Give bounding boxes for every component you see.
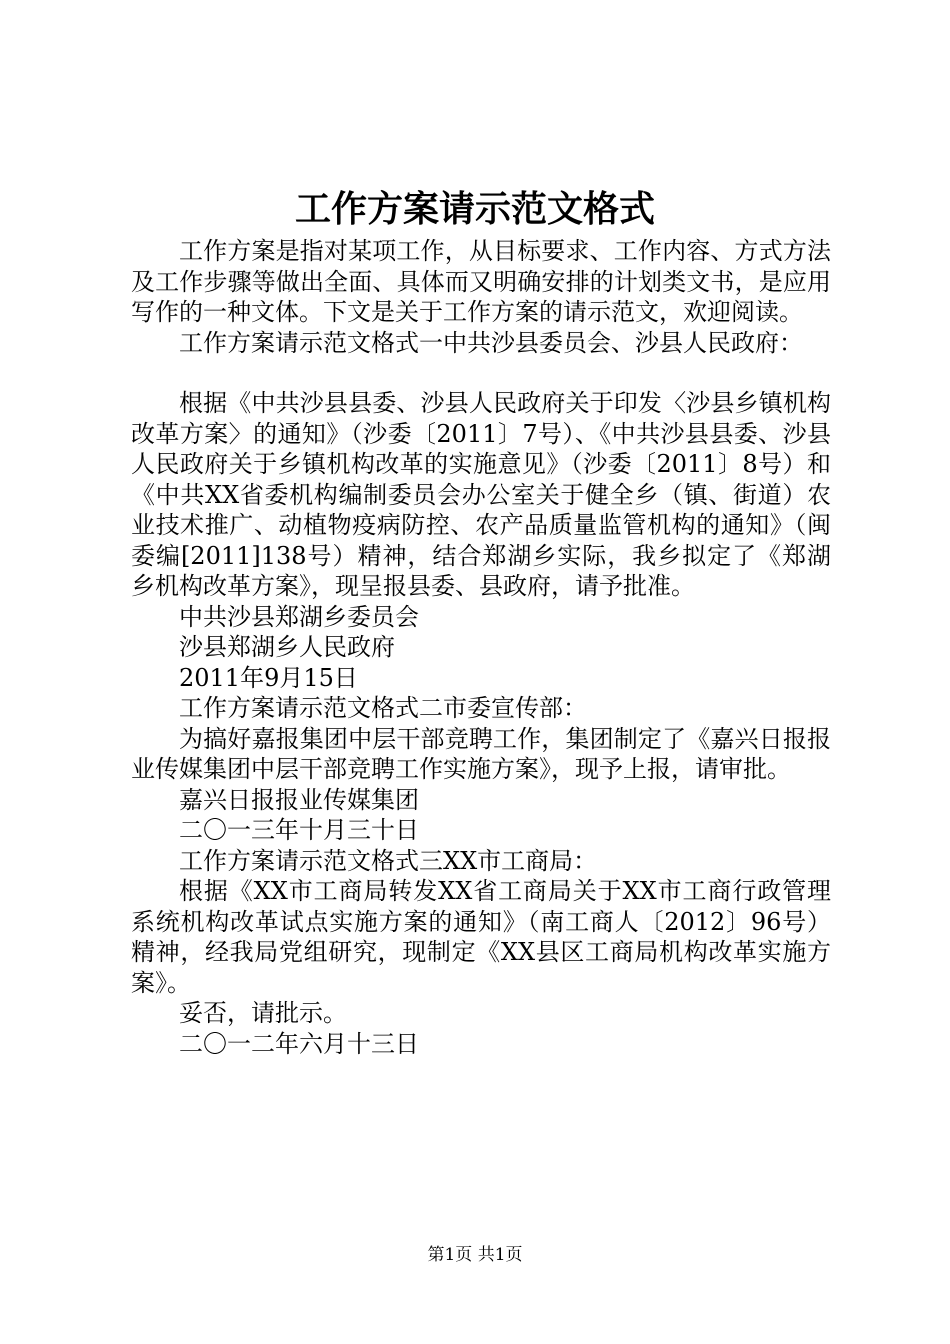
paragraph-sample-one-body: 根据《中共沙县县委、沙县人民政府关于印发〈沙县乡镇机构改革方案〉的通知》（沙委〔2011〕7号）、《中共沙县县委、沙县人民政府关于乡镇机构改革的实施意见》（沙委〔2011〕8号）和《中共XX省委机构编制委员会办公室关于健全乡（镇、街道）农业技术推广、动植物疫病防控、农产品质量监管机构的通知》（闽委编[2011]138号）精神，结合郑湖乡实际，我乡拟定了《郑湖乡机构改革方案》，现呈报县委、县政府，请予批准。 <box>131 389 831 600</box>
document-body <box>131 236 831 1059</box>
paragraph-date-one: 2011年9月15日 <box>179 663 358 692</box>
paragraph-sample-three-body: 根据《XX市工商局转发XX省工商局关于XX市工商行政管理系统机构改革试点实施方案的通知》（南工商人〔2012〕96号）精神，经我局党组研究，现制定《XX县区工商局机构改革实施方案》。 <box>131 877 831 997</box>
paragraph-signature-party-committee: 中共沙县郑湖乡委员会 <box>179 602 419 631</box>
page-number-footer: 第1页 共1页 <box>427 1245 523 1265</box>
paragraph-sample-two-heading: 工作方案请示范文格式二市委宣传部： <box>179 694 587 722</box>
paragraph-sample-two-body: 为搞好嘉报集团中层干部竞聘工作，集团制定了《嘉兴日报报业传媒集团中层干部竞聘工作实施方案》，现予上报，请审批。 <box>131 724 831 783</box>
paragraph-date-two: 二〇一三年十月三十日 <box>179 816 419 844</box>
paragraph-sample-three-heading: 工作方案请示范文格式三XX市工商局： <box>179 846 598 875</box>
paragraph-signature-media-group: 嘉兴日报报业传媒集团 <box>179 785 419 814</box>
paragraph-sample-one-heading: 工作方案请示范文格式一中共沙县委员会、沙县人民政府： <box>179 328 803 357</box>
paragraph-date-three: 二〇一二年六月十三日 <box>179 1029 419 1058</box>
document-title: 工作方案请示范文格式 <box>294 188 655 230</box>
paragraph-signature-government: 沙县郑湖乡人民政府 <box>179 633 395 661</box>
paragraph-intro: 工作方案是指对某项工作，从目标要求、工作内容、方式方法及工作步骤等做出全面、具体而又明确安排的计划类文书，是应用写作的一种文体。下文是关于工作方案的请示范文，欢迎阅读。 <box>131 237 831 326</box>
paragraph-request-approval: 妥否，请批示。 <box>179 999 347 1027</box>
